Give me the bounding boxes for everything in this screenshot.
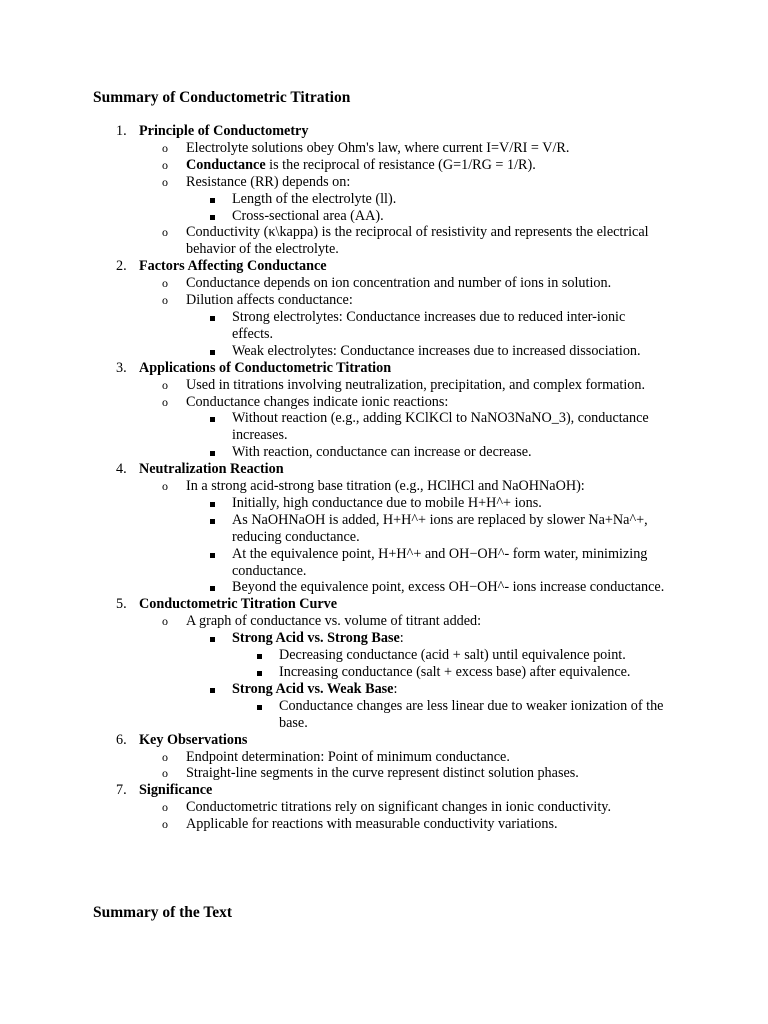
sub-list-item [0, 681, 668, 698]
section-title: Applications of Conductometric Titration [139, 359, 392, 376]
group-title: Strong Acid vs. Weak Base [232, 680, 394, 697]
list-item [0, 613, 668, 630]
square-bullet-icon [210, 637, 215, 642]
group-title: Strong Acid vs. Strong Base [232, 630, 400, 647]
sub-sub-list-item [0, 698, 669, 732]
circle-bullet-icon: o [162, 800, 168, 815]
circle-bullet-icon: o [162, 479, 168, 494]
item-text: In a strong acid-strong base titration (e.g., HClHCl and NaOHNaOH): [186, 478, 585, 495]
circle-bullet-icon: o [162, 174, 168, 189]
square-bullet-icon [210, 586, 215, 591]
sub-item-text: Strong electrolytes: Conductance increases due to reduced inter-ionic effects. [232, 308, 626, 342]
circle-bullet-icon: o [162, 749, 168, 764]
section-item [0, 123, 669, 140]
circle-bullet-icon: o [162, 394, 168, 409]
list-item [0, 292, 668, 309]
item-text: Conductance depends on ion concentration and number of ions in solution. [186, 275, 612, 292]
square-bullet-icon [210, 688, 215, 693]
sub-item-text: Length of the electrolyte (ll). [232, 190, 397, 207]
section-number: 2. [116, 258, 127, 275]
circle-bullet-icon: o [162, 293, 168, 308]
list-item [0, 478, 668, 495]
sub-sub-list-item [0, 647, 669, 664]
list-item [0, 140, 668, 157]
list-item [0, 816, 668, 833]
section-number: 3. [116, 359, 127, 376]
square-bullet-icon [210, 502, 215, 507]
section-item [0, 258, 669, 275]
item-text: A graph of conductance vs. volume of titrant added: [186, 613, 482, 630]
section-item [0, 596, 669, 613]
sub-item-text: Weak electrolytes: Conductance increases due to increased dissociation. [232, 342, 641, 359]
square-bullet-icon [210, 519, 215, 524]
sub-sub-item-text: Increasing conductance (salt + excess base) after equivalence. [279, 664, 631, 680]
square-bullet-icon [210, 350, 215, 355]
sub-item-text: Initially, high conductance due to mobile H+H^+ ions. [232, 494, 542, 511]
item-text: Conductivity (κ\kappa) is the reciprocal of resistivity and represents the electrical behavior of the electrolyte. [186, 224, 649, 258]
section-title: Principle of Conductometry [139, 123, 309, 139]
circle-bullet-icon: o [162, 377, 168, 392]
list-item [0, 275, 668, 292]
sub-list-item [0, 444, 668, 461]
section-title: Conductometric Titration Curve [139, 596, 338, 613]
sub-item-text: At the equivalence point, H+H^+ and OH−OH^- form water, minimizing conductance. [232, 545, 648, 579]
square-bullet-icon [210, 451, 215, 456]
circle-bullet-icon: o [162, 225, 168, 240]
group-suffix: : [399, 630, 404, 647]
circle-bullet-icon: o [162, 157, 168, 172]
item-text: Applicable for reactions with measurable conductivity variations. [186, 816, 558, 833]
section-item [0, 782, 669, 799]
item-text: Endpoint determination: Point of minimum conductance. [186, 748, 510, 765]
list-item [0, 749, 668, 766]
square-bullet-icon [210, 553, 215, 558]
sub-item-text: With reaction, conductance can increase or decrease. [232, 444, 532, 461]
item-text: Resistance (RR) depends on: [186, 173, 351, 190]
section-number: 4. [116, 461, 127, 478]
circle-bullet-icon: o [162, 817, 168, 832]
sub-sub-item-text: Conductance changes are less linear due to weaker ionization of the base. [279, 697, 664, 731]
section-title: Neutralization Reaction [139, 461, 284, 478]
section-heading-summary-of-text: Summary of the Text [93, 904, 233, 921]
list-item [0, 224, 668, 258]
sub-item-text: As NaOHNaOH is added, H+H^+ ions are replaced by slower Na+Na^+, reducing conductance. [232, 511, 648, 545]
sub-list-item [0, 495, 668, 512]
circle-bullet-icon: o [162, 140, 168, 155]
square-bullet-icon [210, 316, 215, 321]
sub-list-item [0, 579, 668, 596]
sub-item-text: Beyond the equivalence point, excess OH−OH^- ions increase conductance. [232, 579, 665, 596]
section-title: Significance [139, 782, 213, 799]
list-item [0, 394, 668, 411]
section-number: 1. [116, 123, 127, 139]
item-text: Electrolyte solutions obey Ohm's law, where current I=V/RI = V/R. [186, 139, 570, 156]
list-item [0, 377, 668, 394]
sub-list-item [0, 191, 668, 208]
square-bullet-icon [257, 705, 262, 710]
sub-sub-list-item [0, 664, 669, 681]
group-suffix: : [393, 680, 398, 697]
square-bullet-icon [210, 198, 215, 203]
sub-list-item [0, 343, 668, 360]
section-number: 6. [116, 731, 127, 748]
circle-bullet-icon: o [162, 276, 168, 291]
section-item [0, 732, 669, 749]
sub-sub-item-text: Decreasing conductance (acid + salt) until equivalence point. [279, 647, 626, 664]
sub-list-item [0, 410, 668, 444]
list-item [0, 157, 668, 174]
section-item [0, 461, 669, 478]
sub-list-item [0, 208, 668, 225]
item-text: Dilution affects conductance: [186, 292, 353, 309]
list-item [0, 174, 668, 191]
circle-bullet-icon: o [162, 614, 168, 629]
circle-bullet-icon: o [162, 766, 168, 781]
page-title: Summary of Conductometric Titration [93, 89, 351, 106]
section-title: Key Observations [139, 731, 248, 748]
square-bullet-icon [257, 654, 262, 659]
item-text: is the reciprocal of resistance (G=1/RG = 1/R). [265, 156, 536, 173]
item-text: Straight-line segments in the curve represent distinct solution phases. [186, 765, 579, 782]
section-title: Factors Affecting Conductance [139, 258, 327, 275]
square-bullet-icon [210, 215, 215, 220]
section-number: 7. [116, 782, 127, 799]
sub-list-item [0, 309, 668, 343]
sub-list-item [0, 512, 668, 546]
item-text: Conductometric titrations rely on significant changes in ionic conductivity. [186, 799, 612, 816]
list-item [0, 765, 668, 782]
item-text: Used in titrations involving neutralization, precipitation, and complex formation. [186, 376, 646, 393]
section-number: 5. [116, 596, 127, 613]
list-item [0, 799, 668, 816]
sub-list-item [0, 546, 668, 580]
section-item [0, 360, 669, 377]
summary-outline [0, 123, 768, 833]
item-text: Conductance changes indicate ionic reactions: [186, 393, 449, 410]
square-bullet-icon [210, 417, 215, 422]
term: Conductance [186, 156, 266, 173]
sub-item-text: Without reaction (e.g., adding KClKCl to NaNO3NaNO_3), conductance increases. [232, 410, 649, 444]
sub-list-item [0, 630, 668, 647]
sub-item-text: Cross-sectional area (AA). [232, 207, 384, 224]
square-bullet-icon [257, 671, 262, 676]
